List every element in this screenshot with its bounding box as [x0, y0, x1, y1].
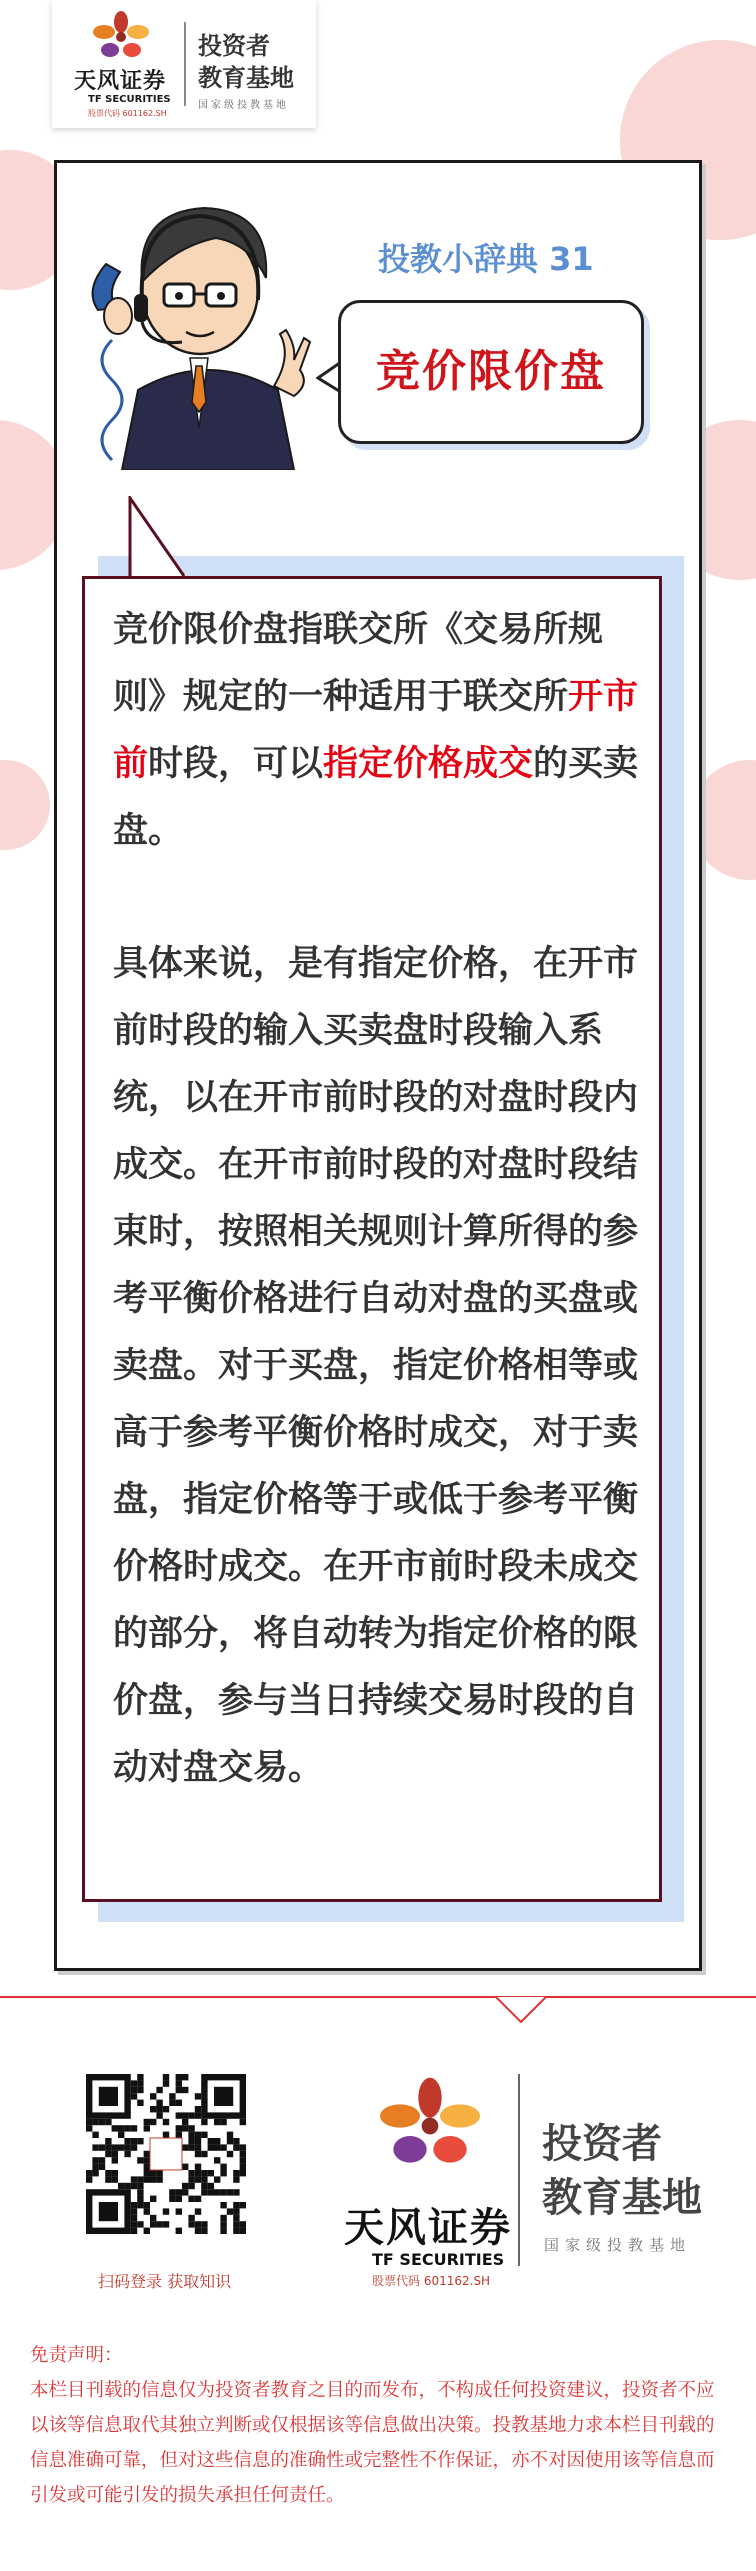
- footer-logo: [336, 2066, 716, 2286]
- base-subtitle: 国家级投教基地: [544, 2236, 692, 2254]
- section-divider: [0, 1996, 756, 1998]
- text-card-tail: [126, 496, 186, 580]
- text-segment: 竞价限价盘指联交所《交易所规则》规定的一种适用于联交所: [113, 610, 604, 717]
- base-title-line2: 教育基地: [198, 64, 294, 92]
- definition-text-card: [82, 576, 662, 1902]
- text-segment: 时段，可以: [148, 744, 324, 784]
- highlight-text: 开市前: [113, 677, 639, 784]
- disclaimer-body: 本栏目刊载的信息仅为投资者教育之目的而发布，不构成任何投资建议，投资者不应以该等信息取代其独立判断或仅根据该等信息做出决策。投教基地力求本栏目刊载的信息准确可靠，但对这些信息的准确性或完整性不作保证，亦不对因使用该等信息而引发或可能引发的损失承担任何责任。: [30, 2380, 715, 2506]
- page-title: 竞价限价盘: [376, 346, 606, 397]
- dictionary-label: 投教小辞典 31: [378, 240, 594, 278]
- brand-name: 天风证券: [74, 69, 167, 94]
- highlight-text: 指定价格成交: [323, 744, 534, 784]
- text-segment: 的买卖盘。: [113, 744, 639, 851]
- logo-divider: [518, 2074, 520, 2266]
- base-subtitle: 国家级投教基地: [198, 100, 289, 111]
- stock-code: 股票代码 601162.SH: [372, 2274, 491, 2288]
- logo-divider: [184, 22, 186, 106]
- explanation-paragraph: 具体来说，是有指定价格，在开市前时段的输入买卖盘时段输入系统，以在开市前时段的对盘时段内成交。在开市前时段的对盘时段结束时，按照相关规则计算所得的参考平衡价格进行自动对盘的买盘或卖盘。对于买盘，指定价格相等或高于参考平衡价格时成交，对于卖盘，指定价格等于或低于参考平衡价格时成交。在开市前时段未成交的部分，将自动转为指定价格的限价盘，参与当日持续交易时段的自动对盘交易。: [113, 944, 639, 1788]
- brand-english: TF SECURITIES: [88, 94, 171, 105]
- background-blob: [0, 760, 50, 850]
- qr-code-pattern: [86, 2074, 246, 2234]
- title-speech-bubble: [338, 300, 644, 444]
- brand-english: TF SECURITIES: [372, 2250, 505, 2269]
- disclaimer-title: 免责声明：: [30, 2345, 123, 2366]
- definition-paragraph: [113, 597, 643, 865]
- base-title-line2: 教育基地: [542, 2175, 702, 2221]
- cartoon-advisor-illustration: [78, 190, 318, 470]
- header-logo-card: [52, 0, 316, 128]
- brand-name: 天风证券: [344, 2205, 512, 2251]
- tf-logo-icon: [90, 10, 152, 64]
- stock-code: 股票代码 601162.SH: [88, 109, 167, 118]
- qr-caption: 扫码登录 获取知识: [98, 2272, 232, 2291]
- base-title-line1: 投资者: [542, 2121, 662, 2167]
- tf-logo-icon: [378, 2076, 482, 2176]
- disclaimer: [30, 2338, 730, 2513]
- qr-code[interactable]: [86, 2074, 246, 2234]
- base-title-line1: 投资者: [198, 32, 270, 60]
- divider-notch: [496, 1996, 546, 2026]
